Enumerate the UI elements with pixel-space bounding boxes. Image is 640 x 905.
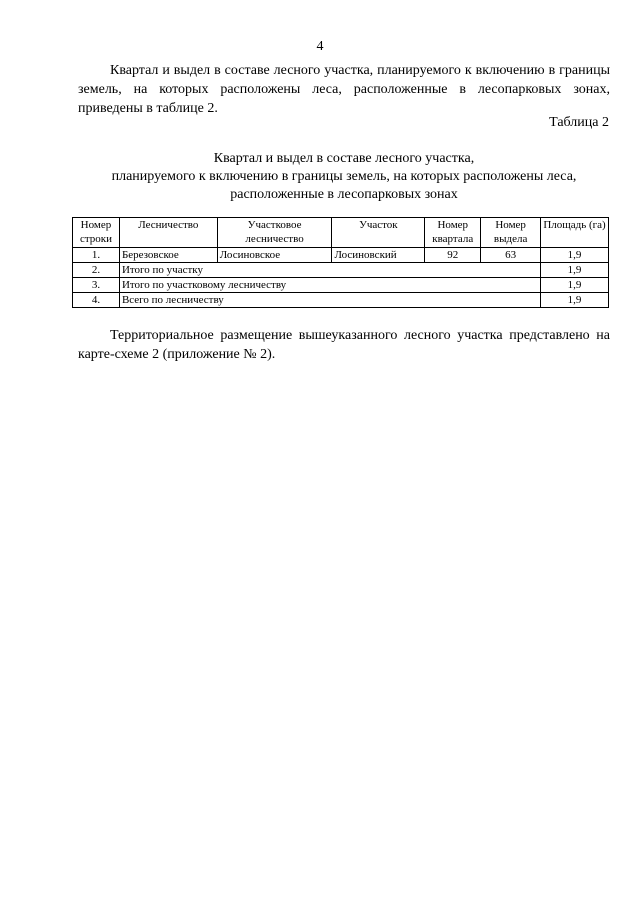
row-number: 3. <box>73 278 120 293</box>
closing-paragraph: Территориальное размещение вышеуказанного лесного участка представлено на карте-схеме 2 (приложение № 2). <box>78 328 610 362</box>
quarter-number-cell: 92 <box>425 248 481 263</box>
table-row <box>73 293 609 308</box>
subtotal-label: Итого по участковому лесничеству <box>119 278 540 293</box>
intro-paragraph: Квартал и выдел в составе лесного участка, планируемого к включению в границы земель, на которых расположены леса, расположенные в лесопарковых зонах, приведены в таблице 2. <box>78 63 610 116</box>
header-row-number: Номер строки <box>73 218 120 248</box>
area-cell: 1,9 <box>541 263 609 278</box>
row-number: 4. <box>73 293 120 308</box>
forest-plot-table <box>72 217 609 308</box>
area-cell: 1,9 <box>541 278 609 293</box>
table-label: Таблица 2 <box>549 115 609 130</box>
district-forestry-cell: Лосиновское <box>217 248 332 263</box>
table-row <box>73 263 609 278</box>
forestry-cell: Березовское <box>119 248 217 263</box>
table-caption-line: планируемого к включению в границы земель, на которых расположены леса, <box>111 169 577 184</box>
total-label: Всего по лесничеству <box>119 293 540 308</box>
plot-cell: Лосиновский <box>332 248 425 263</box>
table-caption-line: расположенные в лесопарковых зонах <box>230 187 458 202</box>
header-area: Площадь (га) <box>541 218 609 248</box>
section-number-cell: 63 <box>481 248 541 263</box>
table-row <box>73 278 609 293</box>
header-section-number: Номер выдела <box>481 218 541 248</box>
subtotal-label: Итого по участку <box>119 263 540 278</box>
header-plot: Участок <box>332 218 425 248</box>
table-header-row <box>73 218 609 248</box>
row-number: 1. <box>73 248 120 263</box>
area-cell: 1,9 <box>541 293 609 308</box>
table-row <box>73 248 609 263</box>
table-caption-line: Квартал и выдел в составе лесного участка, <box>213 151 475 166</box>
row-number: 2. <box>73 263 120 278</box>
header-forestry: Лесничество <box>119 218 217 248</box>
header-quarter-number: Номер квартала <box>425 218 481 248</box>
area-cell: 1,9 <box>541 248 609 263</box>
table-caption <box>78 150 610 204</box>
page-number: 4 <box>316 39 324 54</box>
header-district-forestry: Участковое лесничество <box>217 218 332 248</box>
